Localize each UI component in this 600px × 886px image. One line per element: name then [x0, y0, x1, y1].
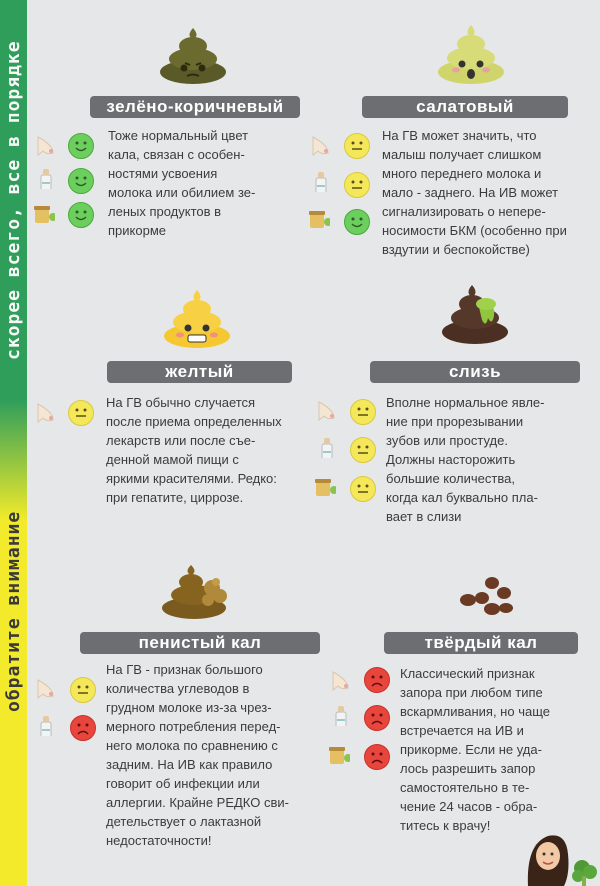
- card-description-light-green: На ГВ может значить, что малыш получает слишком много переднего молока и мало - заднего. На ИВ может сигнализировать о непере- носимости БКМ (особенно при вздутии и беспокойстве): [382, 128, 567, 257]
- face-green: [68, 168, 94, 194]
- baby-food-jar-icon: [308, 208, 330, 230]
- breast-icon: [310, 135, 332, 157]
- sidebar-strip: [0, 0, 27, 886]
- hard-poop-icon: [456, 574, 516, 620]
- light-green-poop-icon: [436, 22, 506, 86]
- face-yellow: [350, 476, 376, 502]
- face-yellow: [344, 133, 370, 159]
- sidebar-bottom-text: обратите внимание: [3, 510, 24, 712]
- face-red: [364, 744, 390, 770]
- yellow-poop-icon: [162, 288, 232, 350]
- bottle-icon: [332, 704, 354, 726]
- card-description-mucus: Вполне нормальное явле- ние при прорезывании зубов или простуде. Должны насторожить большие количества, когда кал буквально пла- вает в слизи: [386, 395, 545, 524]
- card-description-yellow: На ГВ обычно случается после приема определенных лекарств или после съе- денной мамой пищи с яркими красителями. Редко: при гепатите, циррозе.: [106, 395, 282, 505]
- bottle-icon: [318, 436, 340, 458]
- card-title-mucus: слизь: [370, 361, 580, 383]
- card-title-light-green: салатовый: [362, 96, 568, 118]
- green-brown-poop-icon: [158, 26, 228, 86]
- face-red: [364, 705, 390, 731]
- breast-icon: [316, 400, 338, 422]
- breast-icon: [35, 135, 57, 157]
- face-yellow: [350, 437, 376, 463]
- sidebar-top-text: скорее всего, все в порядке: [3, 40, 24, 360]
- face-yellow: [350, 399, 376, 425]
- card-description-hard: Классический признак запора при любом типе вскармливания, но чаще встречается на ИВ и прикорме. Если не уда- лось разрешить запор самостоятельно в те- чение 24 часов - обра- титесь к врачу!: [400, 666, 550, 833]
- baby-food-jar-icon: [314, 476, 336, 498]
- baby-food-jar-icon: [33, 203, 55, 225]
- foamy-poop-icon: [160, 562, 236, 620]
- face-yellow: [68, 400, 94, 426]
- bottle-icon: [312, 170, 334, 192]
- baby-food-jar-icon: [328, 744, 350, 766]
- face-red: [70, 715, 96, 741]
- face-yellow: [70, 677, 96, 703]
- bottle-icon: [37, 167, 59, 189]
- card-title-hard: твёрдый кал: [384, 632, 578, 654]
- girl-with-broccoli-illustration: [520, 824, 598, 886]
- mucus-poop-icon: [440, 282, 510, 346]
- breast-icon: [35, 678, 57, 700]
- face-green: [68, 202, 94, 228]
- face-yellow: [344, 172, 370, 198]
- breast-icon: [35, 402, 57, 424]
- face-red: [364, 667, 390, 693]
- card-description-foamy: На ГВ - признак большого количества углеводов в грудном молоке из-за чрез- мерного потребления перед- него молока по сравнению с задним. На ИВ как правило говорит об инфекции или аллергии. Крайне РЕДКО сви- детельствует о лактазной недостаточности!: [106, 662, 289, 848]
- face-green: [68, 133, 94, 159]
- card-description-green-brown: Тоже нормальный цвет кала, связан с особен- ностями усвоения молока или обилием зе- леных продуктов в прикорме: [108, 128, 256, 238]
- bottle-icon: [37, 714, 59, 736]
- card-title-green-brown: зелёно-коричневый: [90, 96, 300, 118]
- card-title-yellow: желтый: [107, 361, 292, 383]
- card-title-foamy: пенистый кал: [80, 632, 320, 654]
- face-green: [344, 209, 370, 235]
- breast-icon: [330, 670, 352, 692]
